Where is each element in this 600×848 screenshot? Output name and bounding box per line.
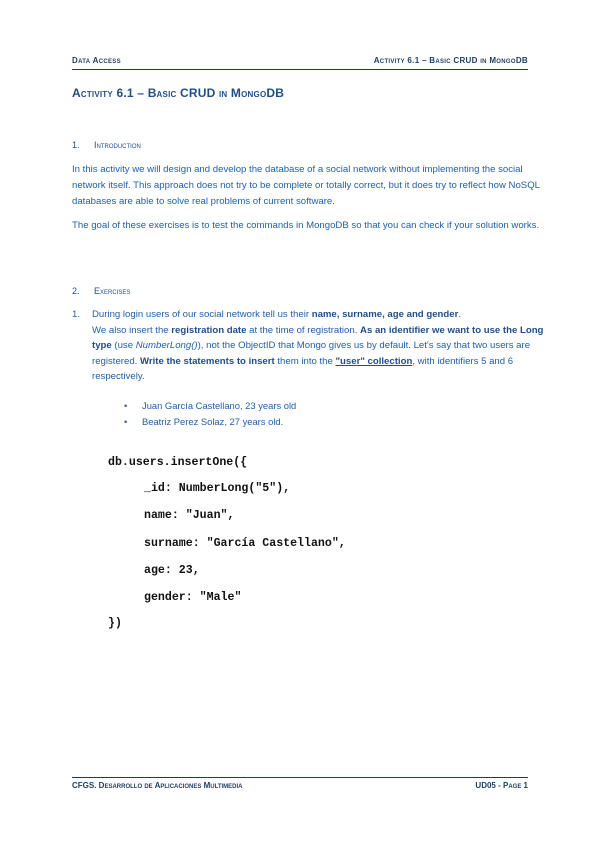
text-span: ), not the ObjectID that Mongo gives us by default. Let's say that two users are registered. (92, 340, 531, 367)
italic-span: NumberLong() (135, 340, 198, 351)
bullet-icon: • (124, 415, 128, 427)
page-footer (72, 781, 528, 790)
page-header (72, 56, 528, 65)
footer-right: UD05 - Page 1 (475, 781, 528, 790)
text-span: . (458, 309, 461, 320)
code-line: _id: NumberLong("5"), (144, 482, 291, 495)
bold-span: name, surname, age and gender (311, 309, 459, 320)
intro-paragraph-2: The goal of these exercises is to test the commands in MongoDB so that you can check if your solution works. (72, 220, 540, 231)
code-line: surname: "García Castellano", (144, 537, 346, 550)
section-number: 1. (72, 140, 80, 150)
code-line: gender: "Male" (144, 591, 242, 604)
section-title: Exercises (94, 286, 131, 296)
footer-left: CFGS. Desarrollo de Aplicaciones Multimedia (72, 781, 243, 790)
exercise-number: 1. (72, 309, 81, 320)
section-number: 2. (72, 286, 80, 296)
intro-paragraph-1: In this activity we will design and develop the database of a social network without implementing the social network itself. This approach does not try to be complete or totally correct, but it does try to reflect how NoSQL databases are able to solve real problems of current software. (72, 164, 540, 207)
bold-span: registration date (171, 324, 247, 336)
list-item-text: Beatriz Perez Solaz, 27 years old. (142, 415, 284, 427)
list-item (124, 398, 296, 414)
code-line: name: "Juan", (144, 509, 235, 522)
header-left: Data Access (72, 56, 121, 65)
header-divider (72, 69, 528, 70)
bullet-list (124, 398, 296, 429)
text-span: them into the (274, 355, 336, 367)
list-item (124, 414, 296, 430)
text-span: During login users of our social network tell us their (92, 309, 312, 320)
footer-divider (72, 777, 528, 778)
text-span: (use (111, 340, 136, 351)
underlined-span: "user" collection (335, 355, 413, 367)
section-heading-introduction (72, 140, 141, 150)
code-line: }) (108, 617, 122, 630)
header-right: Activity 6.1 – Basic CRUD in MongoDB (373, 56, 528, 65)
text-span: at the time of registration. (246, 324, 361, 336)
text-span: We also insert the (92, 324, 172, 336)
code-line: db.users.insertOne({ (108, 456, 248, 469)
exercise-item-1 (72, 307, 547, 385)
section-title: Introduction (94, 140, 141, 150)
bullet-icon: • (124, 400, 128, 411)
code-line: age: 23, (144, 564, 200, 577)
text-span: , with identifiers 5 and 6 respectively. (92, 355, 514, 382)
exercise-text (92, 307, 547, 385)
bold-span: Write the statements to insert (140, 355, 275, 367)
bold-span: As an identifier we want to use the Long type (92, 324, 544, 351)
list-item-text: Juan García Castellano, 23 years old (142, 400, 297, 411)
page-title: Activity 6.1 – Basic CRUD in MongoDB (72, 86, 285, 100)
section-heading-exercises (72, 286, 130, 296)
